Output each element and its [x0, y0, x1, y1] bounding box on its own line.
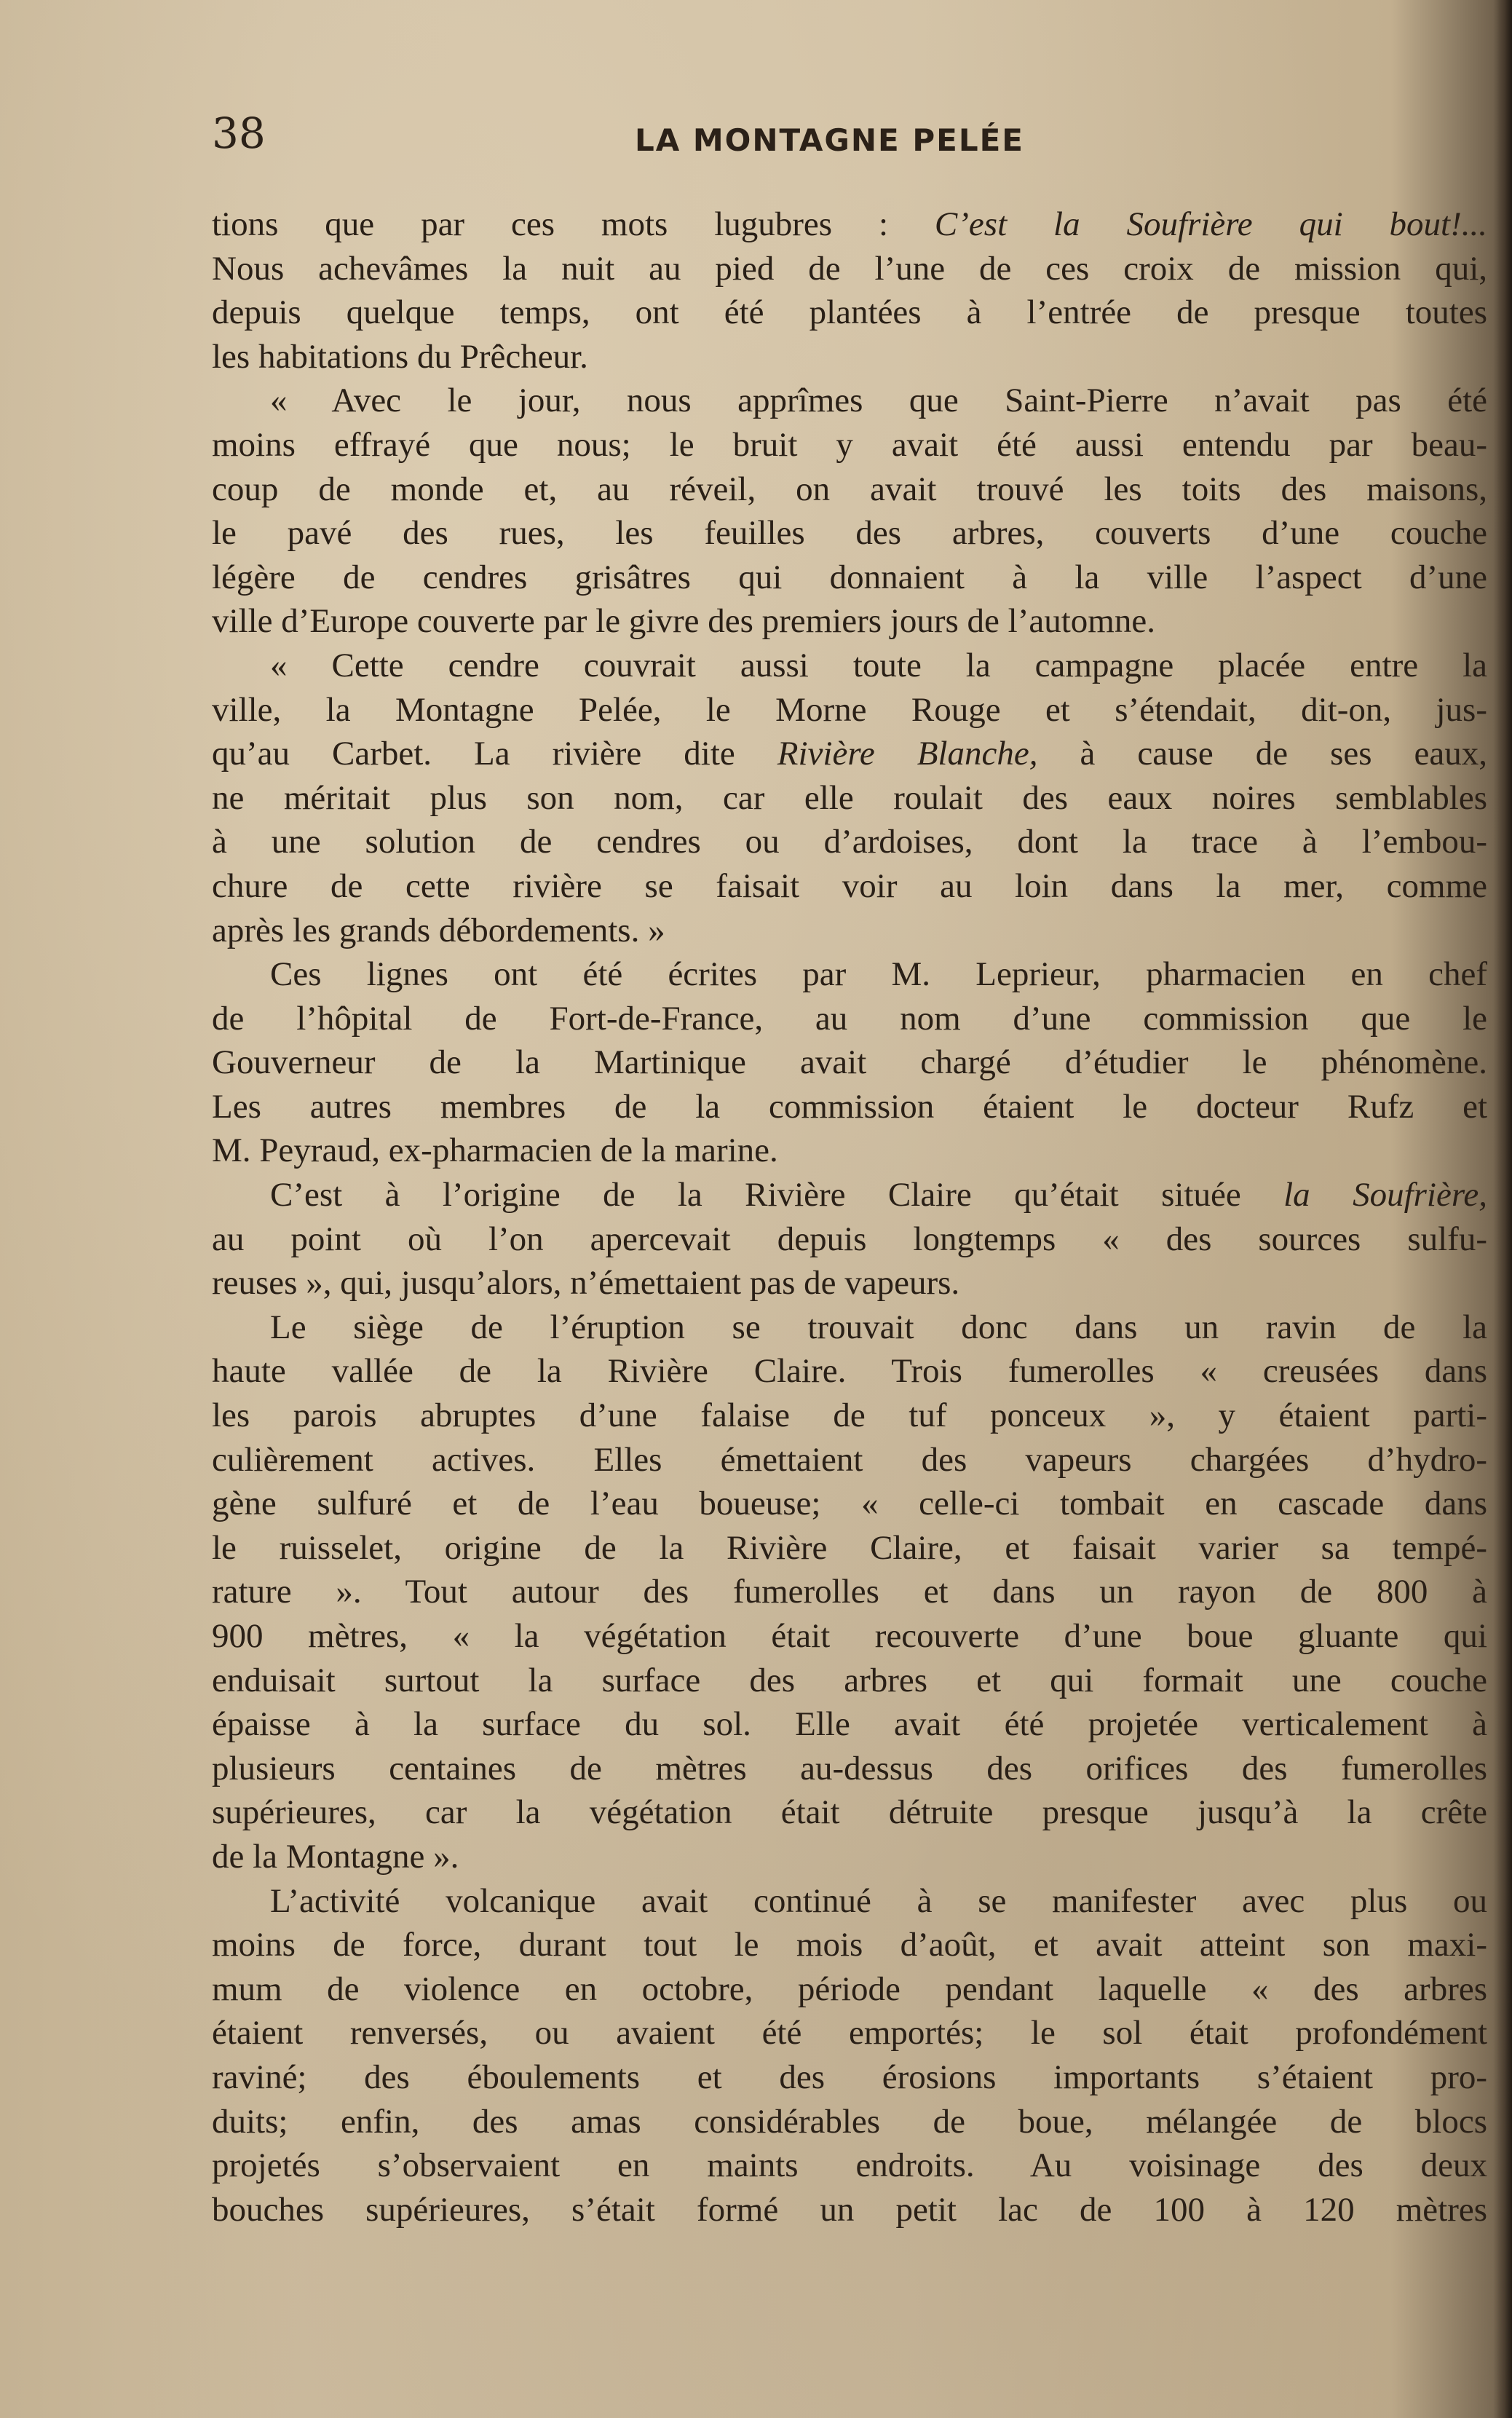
paragraph [212, 202, 1487, 379]
text-line [212, 1438, 1487, 1482]
text-line [212, 1967, 1487, 2012]
text-segment: duits; enfin, des amas considérables de boue, mélangée de blocs [212, 2102, 1487, 2141]
text-segment: 900 mètres, « la végétation était recouverte d’une boue gluante qui [212, 1617, 1487, 1655]
text-line [212, 1526, 1487, 1570]
text-segment: ville d’Europe couverte par le givre des premiers jours de l’automne. [212, 602, 1155, 641]
text-line [212, 644, 1487, 688]
text-segment: haute vallée de la Rivière Claire. Trois fumerolles « creusées dans [212, 1352, 1487, 1391]
paragraph [212, 1305, 1487, 1879]
text-line [212, 291, 1487, 335]
text-line [212, 909, 1487, 953]
text-segment: légère de cendres grisâtres qui donnaient à la ville l’aspect d’une [212, 558, 1487, 596]
running-title: LA MONTAGNE PELÉE [635, 122, 1024, 158]
text-segment: le ruisselet, origine de la Rivière Claire, et faisait varier sa tempé- [212, 1528, 1487, 1567]
text-segment: L’activité volcanique avait continué à se manifester avec plus ou [270, 1881, 1487, 1920]
text-line [212, 379, 1487, 423]
text-segment: à cause de ses eaux, [1037, 735, 1487, 773]
text-line [212, 1659, 1487, 1703]
text-line [212, 1702, 1487, 1747]
page-number: 38 [212, 108, 266, 158]
text-segment: au point où l’on apercevait depuis longtemps « des sources sulfu- [212, 1220, 1487, 1258]
text-segment: de la Montagne ». [212, 1837, 459, 1876]
text-segment: Les autres membres de la commission étaient le docteur Rufz et [212, 1087, 1487, 1126]
text-segment: plusieurs centaines de mètres au-dessus des orifices des fumerolles [212, 1749, 1487, 1787]
text-line [212, 1217, 1487, 1262]
text-line [212, 467, 1487, 512]
text-line [212, 1614, 1487, 1659]
text-segment: les habitations du Prêcheur. [212, 337, 588, 376]
page-edge-shadow [1493, 0, 1512, 2418]
text-line [212, 1879, 1487, 1924]
text-line [212, 2011, 1487, 2055]
text-segment: Le siège de l’éruption se trouvait donc dans un ravin de la [270, 1308, 1487, 1346]
text-line [212, 423, 1487, 467]
text-segment: tions que par ces mots lugubres : [212, 205, 935, 243]
text-segment: gène sulfuré et de l’eau boueuse; « celle-ci tombait en cascade dans [212, 1485, 1487, 1523]
text-line [212, 1923, 1487, 1967]
text-segment: Nous achevâmes la nuit au pied de l’une de ces croix de mission qui, [212, 249, 1487, 288]
text-segment: Ces lignes ont été écrites par M. Leprieur, pharmacien en chef [270, 955, 1487, 994]
paragraph [212, 1879, 1487, 2232]
text-segment: M. Peyraud, ex-pharmacien de la marine. [212, 1131, 778, 1170]
text-segment: supérieures, car la végétation était détruite presque jusqu’à la crête [212, 1793, 1487, 1832]
text-segment: à une solution de cendres ou d’ardoises, dont la trace à l’embou- [212, 823, 1487, 861]
paragraph [212, 1173, 1487, 1305]
text-segment: qu’au Carbet. La rivière dite [212, 735, 777, 773]
text-segment: épaisse à la surface du sol. Elle avait été projetée verticalement à [212, 1705, 1487, 1744]
text-segment: culièrement actives. Elles émettaient des vapeurs chargées d’hydro- [212, 1440, 1487, 1479]
italic-text: la Soufrière, [1283, 1176, 1488, 1214]
text-line [212, 1394, 1487, 1438]
paragraph [212, 952, 1487, 1173]
text-line [212, 688, 1487, 732]
text-line [212, 1835, 1487, 1879]
text-segment: chure de cette rivière se faisait voir au loin dans la mer, comme [212, 866, 1487, 905]
text-segment: enduisait surtout la surface des arbres et qui formait une couche [212, 1661, 1487, 1699]
page-header [0, 100, 1512, 166]
text-line [212, 1747, 1487, 1791]
italic-text: C’est la Soufrière qui bout!... [934, 205, 1487, 243]
text-segment: moins effrayé que nous; le bruit y avait été aussi entendu par beau- [212, 425, 1487, 464]
text-segment: reuses », qui, jusqu’alors, n’émettaient pas de vapeurs. [212, 1264, 960, 1303]
text-segment: ville, la Montagne Pelée, le Morne Rouge et s’étendait, dit-on, jus- [212, 690, 1487, 729]
text-segment: mum de violence en octobre, période pendant laquelle « des arbres [212, 1969, 1487, 2008]
text-segment: ne méritait plus son nom, car elle roulait des eaux noires semblables [212, 778, 1487, 817]
text-line [212, 1173, 1487, 1217]
text-line [212, 1129, 1487, 1173]
italic-text: Rivière Blanche, [777, 735, 1038, 773]
text-line [212, 1790, 1487, 1835]
text-line [212, 732, 1487, 776]
text-segment: « Avec le jour, nous apprîmes que Saint-Pierre n’avait pas été [270, 382, 1487, 420]
text-line [212, 2188, 1487, 2232]
text-segment: moins de force, durant tout le mois d’août, et avait atteint son maxi- [212, 1926, 1487, 1964]
text-line [212, 1349, 1487, 1394]
text-line [212, 599, 1487, 644]
text-line [212, 820, 1487, 864]
text-segment: raviné; des éboulements et des érosions importants s’étaient pro- [212, 2058, 1487, 2096]
text-line [212, 776, 1487, 821]
text-line [212, 2100, 1487, 2144]
text-line [212, 202, 1487, 247]
text-line [212, 1085, 1487, 1129]
text-segment: étaient renversés, ou avaient été emportés; le sol était profondément [212, 2014, 1487, 2052]
text-segment: le pavé des rues, les feuilles des arbres, couverts d’une couche [212, 514, 1487, 553]
text-segment: rature ». Tout autour des fumerolles et dans un rayon de 800 à [212, 1573, 1487, 1611]
text-line [212, 1261, 1487, 1305]
text-line [212, 247, 1487, 291]
text-line [212, 1482, 1487, 1526]
text-segment: coup de monde et, au réveil, on avait trouvé les toits des maisons, [212, 470, 1487, 508]
paragraph [212, 644, 1487, 952]
text-segment: C’est à l’origine de la Rivière Claire qu’était située [270, 1176, 1284, 1214]
text-line [212, 864, 1487, 909]
text-segment: « Cette cendre couvrait aussi toute la campagne placée entre la [270, 646, 1487, 684]
text-line [212, 952, 1487, 997]
text-line [212, 556, 1487, 600]
text-segment: Gouverneur de la Martinique avait chargé d’étudier le phénomène. [212, 1043, 1487, 1082]
text-line [212, 1040, 1487, 1085]
text-segment: après les grands débordements. » [212, 911, 665, 949]
text-segment: projetés s’observaient en maints endroits. Au voisinage des deux [212, 2146, 1487, 2185]
text-line [212, 2144, 1487, 2188]
text-line [212, 511, 1487, 556]
text-line [212, 1305, 1487, 1350]
text-line [212, 1570, 1487, 1614]
text-line [212, 335, 1487, 379]
text-line [212, 997, 1487, 1041]
text-segment: depuis quelque temps, ont été plantées à l’entrée de presque toutes [212, 293, 1487, 332]
body-text [212, 202, 1487, 2232]
text-segment: bouches supérieures, s’était formé un petit lac de 100 à 120 mètres [212, 2190, 1487, 2229]
text-segment: les parois abruptes d’une falaise de tuf ponceux », y étaient parti- [212, 1396, 1487, 1435]
paragraph [212, 379, 1487, 644]
text-segment: de l’hôpital de Fort-de-France, au nom d’une commission que le [212, 999, 1487, 1038]
text-line [212, 2055, 1487, 2100]
